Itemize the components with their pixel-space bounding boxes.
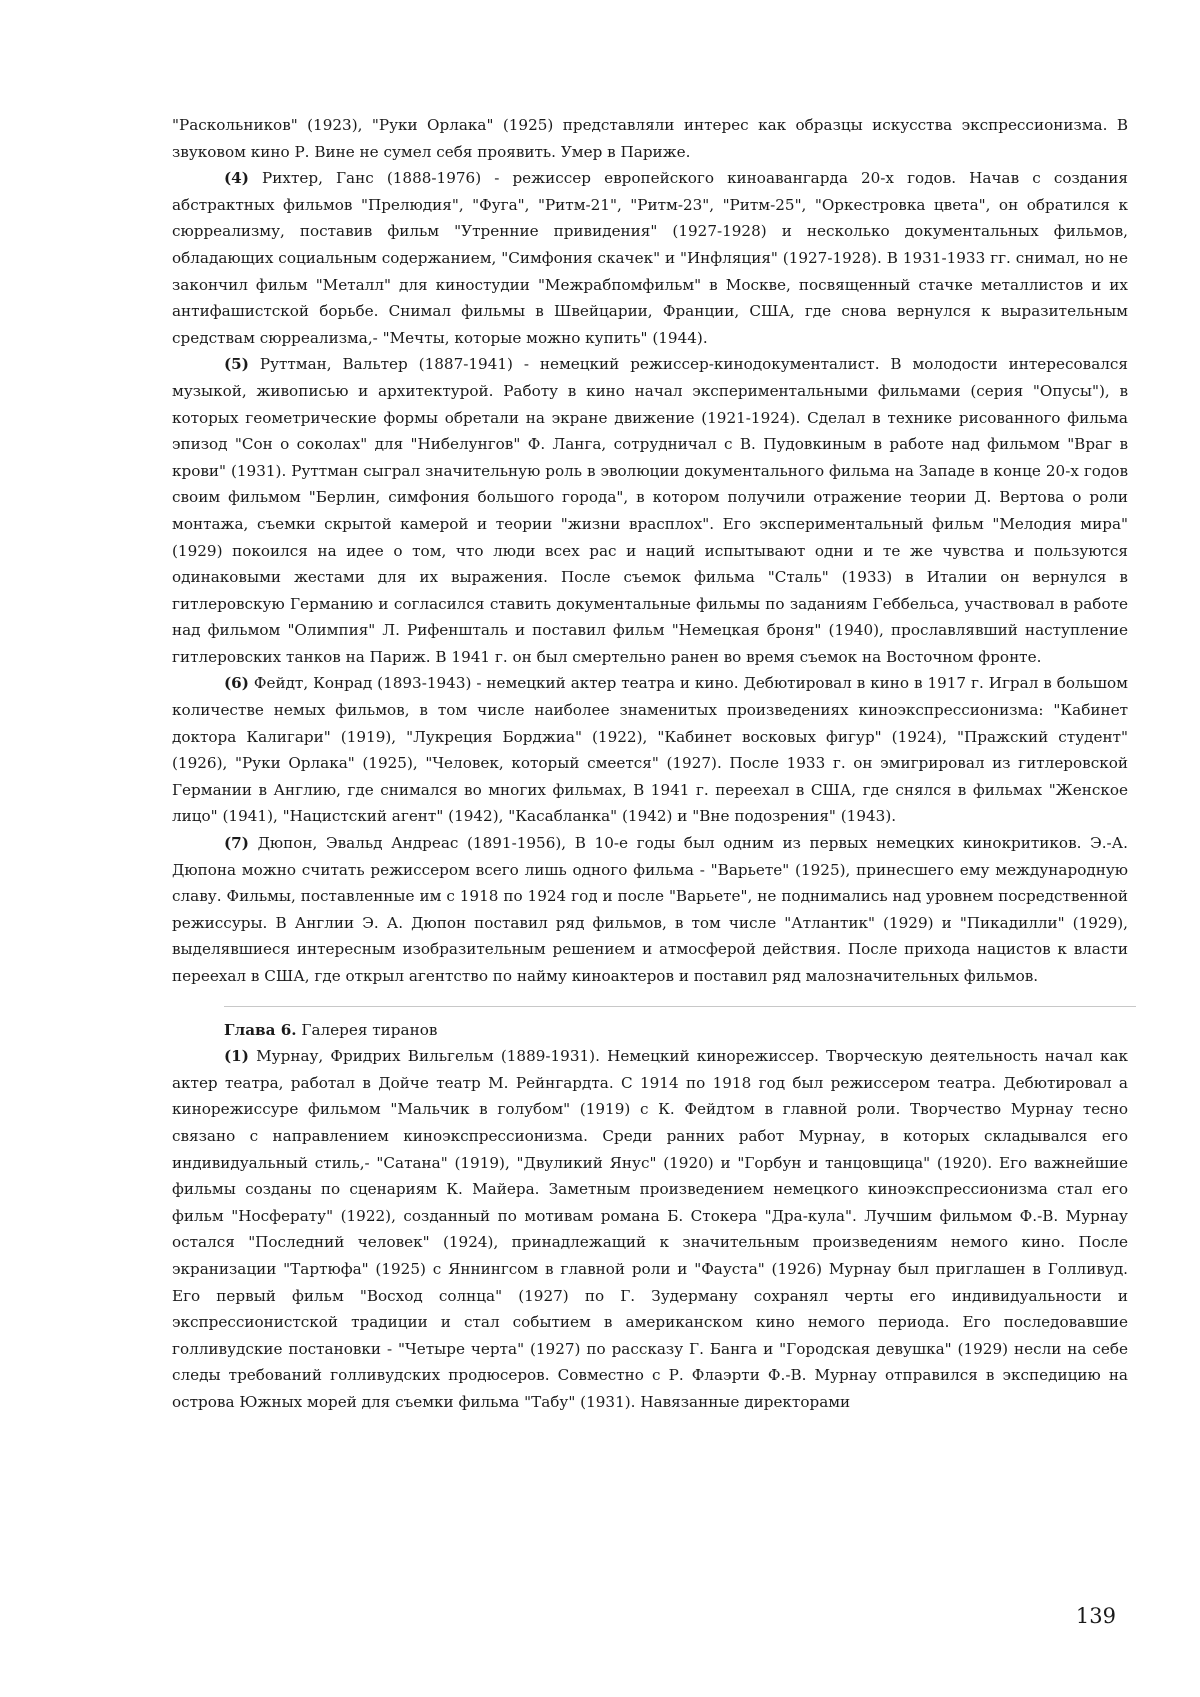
note-5 (172, 351, 1128, 670)
note-number: (1) (224, 1047, 249, 1066)
chapter-note-1 (172, 1043, 1128, 1415)
note-text: Рихтер, Ганс (1888-1976) - режиссер европейского киноавангарда 20-х годов. Начав с создания абстрактных фильмов "Прелюдия", "Фуга", "Ритм-21", "Ритм-23", "Ритм-25", "Оркестровка цвета", он обратился к сюрреализму, поставив фильм "Утренние привидения" (1927-1928) и несколько документальных фильмов, обладающих социальным содержанием, "Симфония скачек" и "Инфляция" (1927-1928). В 1931-1933 гг. снимал, но не закончил фильм "Металл" для киностудии "Межрабпомфильм" в Москве, посвященный стачке металлистов и их антифашистской борьбе. Снимал фильмы в Швейцарии, Франции, США, где снова вернулся к выразительным средствам сюрреализма,- "Мечты, которые можно купить" (1944). (172, 169, 1128, 347)
note-text: Руттман, Вальтер (1887-1941) - немецкий режиссер-кинодокументалист. В молодости интересовался музыкой, живописью и архитектурой. Работу в кино начал экспериментальными фильмами (серия "Опусы"), в которых геометрические формы обретали на экране движение (1921-1924). Сделал в технике рисованного фильма эпизод "Сон о соколах" для "Нибелунгов" Ф. Ланга, сотрудничал с В. Пудовкиным в работе над фильмом "Враг в крови" (1931). Руттман сыграл значительную роль в эволюции документального фильма на Западе в конце 20-х годов своим фильмом "Берлин, симфония большого города", в котором получили отражение теории Д. Вертова о роли монтажа, съемки скрытой камерой и теории "жизни врасплох". Его экспериментальный фильм "Мелодия мира" (1929) покоился на идее о том, что люди всех рас и наций испытывают одни и те же чувства и пользуются одинаковыми жестами для их выражения. После съемок фильма "Сталь" (1933) в Италии он вернулся в гитлеровскую Германию и согласился ставить документальные фильмы по заданиям Геббельса, участвовал в работе над фильмом "Олимпия" Л. Рифеншталь и поставил фильм "Немецкая броня" (1940), прославлявший наступление гитлеровских танков на Париж. В 1941 г. он был смертельно ранен во время съемок на Восточном фронте. (172, 355, 1128, 666)
note-text: Фейдт, Конрад (1893-1943) - немецкий актер театра и кино. Дебютировал в кино в 1917 г. Играл в большом количестве немых фильмов, в том числе наиболее знаменитых произведениях киноэкспрессионизма: "Кабинет доктора Калигари" (1919), "Лукреция Борджиа" (1922), "Кабинет восковых фигур" (1924), "Пражский студент" (1926), "Руки Орлака" (1925), "Человек, который смеется" (1927). После 1933 г. он эмигрировал из гитлеровской Германии в Англию, где снимался во многих фильмах, В 1941 г. переехал в США, где снялся в фильмах "Женское лицо" (1941), "Нацистский агент" (1942), "Касабланка" (1942) и "Вне подозрения" (1943). (172, 674, 1128, 826)
chapter-label: Глава 6. (224, 1020, 297, 1039)
page-number: 139 (1075, 1604, 1116, 1628)
note-7 (172, 830, 1128, 990)
chapter-heading (172, 1017, 1128, 1044)
chapter-title: Галерея тиранов (296, 1020, 438, 1039)
note-text: Мурнау, Фридрих Вильгельм (1889-1931). Немецкий кинорежиссер. Творческую деятельность начал как актер театра, работал в Дойче театр М. Рейнгардта. С 1914 по 1918 год был режиссером театра. Дебютировал а кинорежиссуре фильмом "Мальчик в голубом" (1919) с К. Фейдтом в главной роли. Творчество Мурнау тесно связано с направлением киноэкспрессионизма. Среди ранних работ Мурнау, в которых складывался его индивидуальный стиль,- "Сатана" (1919), "Двуликий Янус" (1920) и "Горбун и танцовщица" (1920). Его важнейшие фильмы созданы по сценариям К. Майера. Заметным произведением немецкого киноэкспрессионизма стал его фильм "Носферату" (1922), созданный по мотивам романа Б. Стокера "Дра-кула". Лучшим фильмом Ф.-В. Мурнау остался "Последний человек" (1924), принадлежащий к значительным произведениям немого кино. После экранизации "Тартюфа" (1925) с Яннингсом в главной роли и "Фауста" (1926) Мурнау был приглашен в Голливуд. Его первый фильм "Восход солнца" (1927) по Г. Зудерману сохранял черты его индивидуальности и экспрессионистской традиции и стал событием в американском кино немого периода. Его последовавшие голливудские постановки - "Четыре черта" (1927) по рассказу Г. Банга и "Городская девушка" (1929) несли на себе следы требований голливудских продюсеров. Совместно с Р. Флаэрти Ф.-В. Мурнау отправился в экспедицию на острова Южных морей для съемки фильма "Табу" (1931). Навязанные директорами (172, 1047, 1128, 1411)
page-body (172, 112, 1128, 1416)
note-6 (172, 670, 1128, 830)
section-divider (224, 1006, 1136, 1007)
note-number: (5) (224, 355, 249, 374)
note-number: (7) (224, 834, 249, 853)
note-number: (4) (224, 169, 249, 188)
note-4 (172, 165, 1128, 351)
note-number: (6) (224, 674, 249, 693)
note-text: Дюпон, Эвальд Андреас (1891-1956), В 10-е годы был одним из первых немецких кинокритиков. Э.-А. Дюпона можно считать режиссером всего лишь одного фильма - "Варьете" (1925), принесшего ему международную славу. Фильмы, поставленные им с 1918 по 1924 год и после "Варьете", не поднимались над уровнем посредственной режиссуры. В Англии Э. А. Дюпон поставил ряд фильмов, в том числе "Атлантик" (1929) и "Пикадилли" (1929), выделявшиеся интересным изобразительным решением и атмосферой действия. После прихода нацистов к власти переехал в США, где открыл агентство по найму киноактеров и поставил ряд малозначительных фильмов. (172, 834, 1128, 985)
top-paragraph: "Раскольников" (1923), "Руки Орлака" (1925) представляли интерес как образцы искусства экспрессионизма. В звуковом кино Р. Вине не сумел себя проявить. Умер в Париже. (172, 116, 1128, 161)
